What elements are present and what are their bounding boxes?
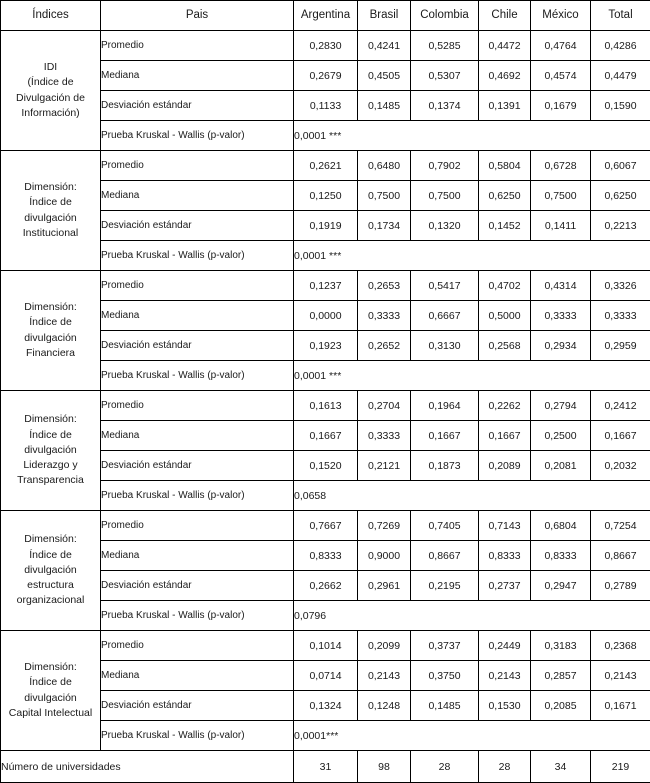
stat-value: 0,8333 [294,541,358,571]
index-group-label: Dimensión: Índice de divulgación Institucional [1,151,101,271]
stat-value: 0,3333 [358,421,411,451]
stat-value: 0,7269 [358,511,411,541]
stat-value: 0,7500 [531,181,591,211]
stat-value: 0,2857 [531,661,591,691]
stat-value: 0,2195 [411,571,479,601]
stat-label-mediana: Mediana [101,61,294,91]
header-row [1,1,650,31]
stat-value: 0,9000 [358,541,411,571]
stat-value: 0,2653 [358,271,411,301]
stat-value: 0,3737 [411,631,479,661]
stat-label-mediana: Mediana [101,661,294,691]
stat-value: 0,1613 [294,391,358,421]
stat-value: 0,1374 [411,91,479,121]
stat-value: 0,2449 [479,631,531,661]
column-header-argentina: Argentina [294,1,358,31]
stat-value: 0,2081 [531,451,591,481]
index-group-label: Dimensión: Índice de divulgación estructura organizacional [1,511,101,631]
stat-label-desviacion: Desviación estándar [101,691,294,721]
stat-value: 0,1248 [358,691,411,721]
table-row [1,511,650,541]
stat-value: 0,1520 [294,451,358,481]
footer-count: 31 [294,751,358,783]
kruskal-p-value: 0,0001 *** [294,361,650,391]
kruskal-p-value: 0,0658 [294,481,650,511]
stat-value: 0,8333 [479,541,531,571]
column-header-chile: Chile [479,1,531,31]
stat-label-desviacion: Desviación estándar [101,91,294,121]
stat-value: 0,2099 [358,631,411,661]
stat-value: 0,1014 [294,631,358,661]
stat-value: 0,5000 [479,301,531,331]
stat-value: 0,2213 [591,211,650,241]
stat-value: 0,5417 [411,271,479,301]
index-group-label: IDI (Índice de Divulgación de Información) [1,31,101,151]
stat-value: 0,1671 [591,691,650,721]
column-header-pais: Pais [101,1,294,31]
table-row [1,151,650,181]
index-group-label: Dimensión: Índice de divulgación Capital Intelectual [1,631,101,751]
stat-label-promedio: Promedio [101,511,294,541]
stat-value: 0,6667 [411,301,479,331]
stat-value: 0,2959 [591,331,650,361]
stat-value: 0,1485 [411,691,479,721]
stat-value: 0,1923 [294,331,358,361]
stat-value: 0,1667 [479,421,531,451]
stat-value: 0,1485 [358,91,411,121]
stat-value: 0,2621 [294,151,358,181]
stat-value: 0,1452 [479,211,531,241]
stat-label-kruskal: Prueba Kruskal - Wallis (p-valor) [101,361,294,391]
stat-value: 0,1133 [294,91,358,121]
stat-label-mediana: Mediana [101,421,294,451]
stat-label-desviacion: Desviación estándar [101,451,294,481]
stat-value: 0,2143 [591,661,650,691]
table-row [1,31,650,61]
stat-value: 0,6480 [358,151,411,181]
stat-value: 0,3130 [411,331,479,361]
stat-value: 0,1667 [294,421,358,451]
stat-value: 0,3750 [411,661,479,691]
stat-value: 0,2412 [591,391,650,421]
stat-value: 0,2789 [591,571,650,601]
stat-value: 0,4241 [358,31,411,61]
stat-value: 0,1667 [591,421,650,451]
footer-row [1,751,650,783]
stat-value: 0,1964 [411,391,479,421]
stat-value: 0,8667 [591,541,650,571]
stat-value: 0,1324 [294,691,358,721]
kruskal-p-value: 0,0001 *** [294,241,650,271]
stat-value: 0,3183 [531,631,591,661]
stat-value: 0,1530 [479,691,531,721]
stat-label-kruskal: Prueba Kruskal - Wallis (p-valor) [101,121,294,151]
stat-value: 0,2679 [294,61,358,91]
stat-value: 0,2704 [358,391,411,421]
stat-label-mediana: Mediana [101,541,294,571]
stat-value: 0,3333 [591,301,650,331]
stat-value: 0,2830 [294,31,358,61]
stat-value: 0,4479 [591,61,650,91]
column-header-mexico: México [531,1,591,31]
stat-value: 0,1873 [411,451,479,481]
stat-value: 0,7143 [479,511,531,541]
stat-value: 0,2662 [294,571,358,601]
stat-value: 0,4314 [531,271,591,301]
stat-label-promedio: Promedio [101,391,294,421]
stat-value: 0,6804 [531,511,591,541]
stat-value: 0,2961 [358,571,411,601]
index-group-label: Dimensión: Índice de divulgación Financiera [1,271,101,391]
stat-value: 0,1391 [479,91,531,121]
stat-value: 0,8667 [411,541,479,571]
stat-value: 0,3326 [591,271,650,301]
column-header-total: Total [591,1,650,31]
stat-value: 0,2652 [358,331,411,361]
column-header-brasil: Brasil [358,1,411,31]
stat-value: 0,1411 [531,211,591,241]
stat-value: 0,6067 [591,151,650,181]
stat-value: 0,8333 [531,541,591,571]
table-header [1,1,650,31]
footer-count: 98 [358,751,411,783]
stat-label-promedio: Promedio [101,631,294,661]
stat-value: 0,7254 [591,511,650,541]
stat-value: 0,4702 [479,271,531,301]
stat-value: 0,2368 [591,631,650,661]
stat-value: 0,1734 [358,211,411,241]
stat-value: 0,2262 [479,391,531,421]
stat-value: 0,2143 [479,661,531,691]
stat-label-kruskal: Prueba Kruskal - Wallis (p-valor) [101,481,294,511]
stat-value: 0,2032 [591,451,650,481]
stat-value: 0,3333 [358,301,411,331]
stat-value: 0,6250 [479,181,531,211]
index-group-label: Dimensión: Índice de divulgación Liderazgo y Transparencia [1,391,101,511]
stat-value: 0,2085 [531,691,591,721]
stat-label-promedio: Promedio [101,271,294,301]
kruskal-p-value: 0,0796 [294,601,650,631]
stat-value: 0,2568 [479,331,531,361]
stat-value: 0,4692 [479,61,531,91]
stat-value: 0,2143 [358,661,411,691]
table-row [1,391,650,421]
kruskal-p-value: 0,0001 *** [294,121,650,151]
stat-label-desviacion: Desviación estándar [101,331,294,361]
stat-value: 0,5285 [411,31,479,61]
stat-value: 0,1590 [591,91,650,121]
stat-value: 0,7667 [294,511,358,541]
kruskal-p-value: 0,0001*** [294,721,650,751]
stat-value: 0,5804 [479,151,531,181]
stat-value: 0,0714 [294,661,358,691]
stat-value: 0,1320 [411,211,479,241]
footer-count: 28 [479,751,531,783]
stat-value: 0,4505 [358,61,411,91]
stat-value: 0,1237 [294,271,358,301]
stat-label-mediana: Mediana [101,301,294,331]
stat-value: 0,2737 [479,571,531,601]
stat-value: 0,7500 [411,181,479,211]
stat-value: 0,3333 [531,301,591,331]
stat-value: 0,2947 [531,571,591,601]
column-header-colombia: Colombia [411,1,479,31]
stat-value: 0,7500 [358,181,411,211]
stat-value: 0,6728 [531,151,591,181]
stat-value: 0,5307 [411,61,479,91]
footer-label: Número de universidades [1,751,294,783]
stat-value: 0,6250 [591,181,650,211]
column-header-indices: Índices [1,1,101,31]
stat-label-desviacion: Desviación estándar [101,571,294,601]
stat-label-promedio: Promedio [101,31,294,61]
stat-value: 0,4764 [531,31,591,61]
stat-value: 0,1250 [294,181,358,211]
stat-label-desviacion: Desviación estándar [101,211,294,241]
table-body [1,31,650,783]
stat-value: 0,1679 [531,91,591,121]
stat-value: 0,2794 [531,391,591,421]
stat-value: 0,0000 [294,301,358,331]
stat-label-promedio: Promedio [101,151,294,181]
stat-value: 0,7405 [411,511,479,541]
footer-count: 34 [531,751,591,783]
table-row [1,271,650,301]
stat-label-kruskal: Prueba Kruskal - Wallis (p-valor) [101,241,294,271]
stat-value: 0,7902 [411,151,479,181]
footer-count: 219 [591,751,650,783]
stat-value: 0,2500 [531,421,591,451]
table-row [1,631,650,661]
footer-count: 28 [411,751,479,783]
stat-value: 0,4574 [531,61,591,91]
stat-value: 0,2934 [531,331,591,361]
stat-value: 0,4472 [479,31,531,61]
stat-label-mediana: Mediana [101,181,294,211]
stat-value: 0,4286 [591,31,650,61]
stat-label-kruskal: Prueba Kruskal - Wallis (p-valor) [101,601,294,631]
stat-value: 0,1919 [294,211,358,241]
stat-value: 0,2121 [358,451,411,481]
stat-label-kruskal: Prueba Kruskal - Wallis (p-valor) [101,721,294,751]
stat-value: 0,2089 [479,451,531,481]
stat-value: 0,1667 [411,421,479,451]
